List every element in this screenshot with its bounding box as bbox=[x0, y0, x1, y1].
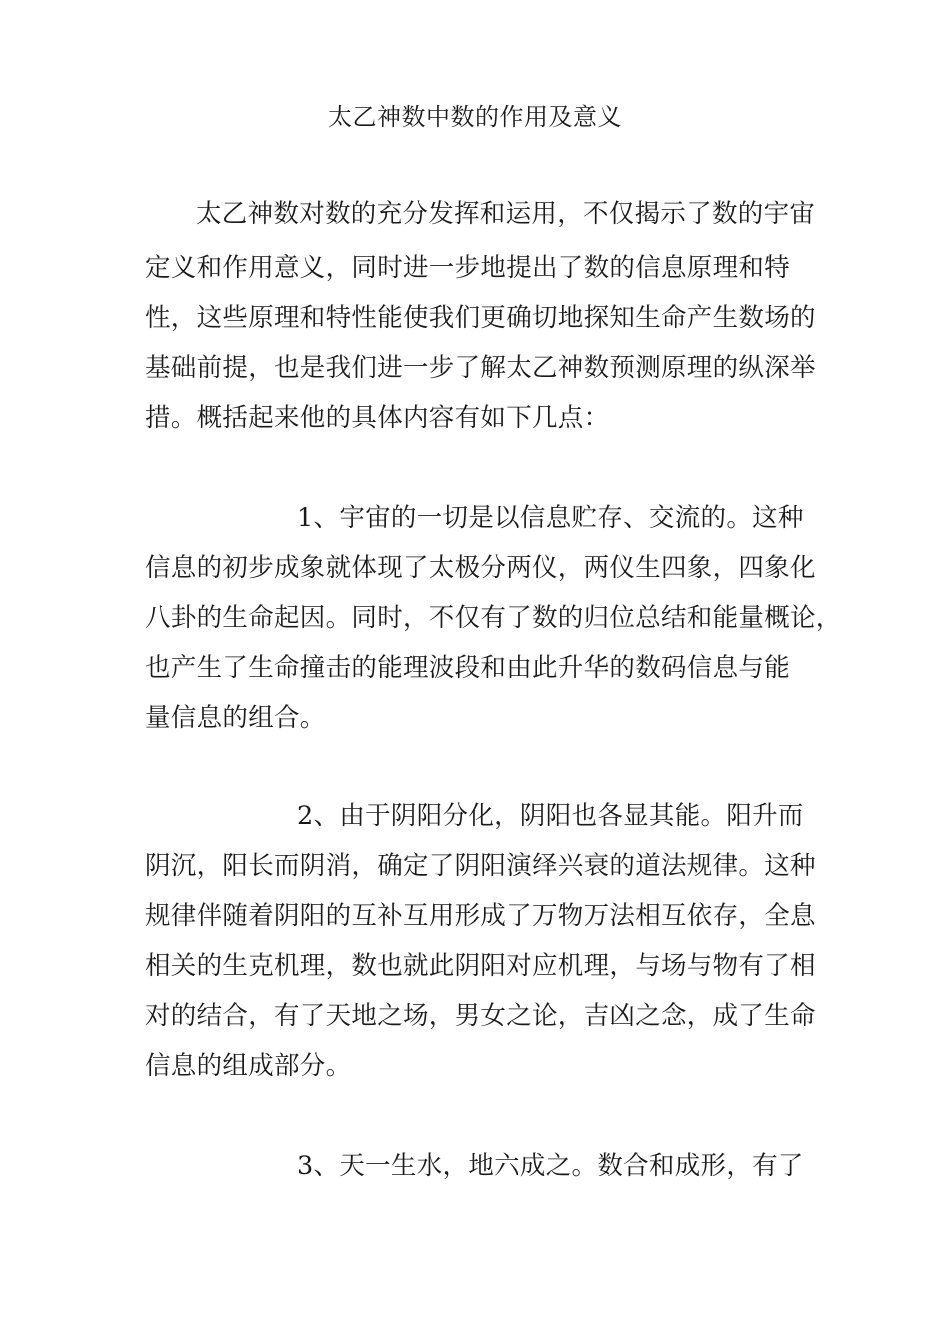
paragraph-line: 信息的组成部分。 bbox=[145, 1051, 352, 1081]
paragraph-line: 基础前提，也是我们进一步了解太乙神数预测原理的纵深举 bbox=[145, 353, 816, 383]
paragraph-line: 性，这些原理和特性能使我们更确切地探知生命产生数场的 bbox=[145, 303, 816, 333]
paragraph-line: 相关的生克机理，数也就此阴阳对应机理，与场与物有了相 bbox=[145, 951, 816, 981]
paragraph-line: 措。概括起来他的具体内容有如下几点： bbox=[145, 403, 610, 433]
paragraph-line: 2、由于阴阳分化，阴阳也各显其能。阳升而 bbox=[297, 801, 804, 831]
paragraph-line: 也产生了生命撞击的能理波段和由此升华的数码信息与能 bbox=[145, 653, 791, 683]
paragraph-line: 规律伴随着阴阳的互补互用形成了万物万法相互依存，全息 bbox=[145, 901, 816, 931]
paragraph-line: 3、天一生水，地六成之。数合和成形，有了 bbox=[297, 1151, 804, 1181]
paragraph-line: 阴沉，阳长而阴消，确定了阴阳演绎兴衰的道法规律。这种 bbox=[145, 851, 816, 881]
paragraph-line: 1、宇宙的一切是以信息贮存、交流的。这种 bbox=[297, 503, 804, 533]
paragraph-line: 量信息的组合。 bbox=[145, 703, 326, 733]
paragraph-line: 定义和作用意义，同时进一步地提出了数的信息原理和特 bbox=[145, 253, 791, 283]
paragraph-line: 对的结合，有了天地之场，男女之论，吉凶之念，成了生命 bbox=[145, 1001, 816, 1031]
paragraph-line: 信息的初步成象就体现了太极分两仪，两仪生四象，四象化 bbox=[145, 553, 816, 583]
document-title: 太乙神数中数的作用及意义 bbox=[328, 103, 622, 131]
paragraph-line: 太乙神数对数的充分发挥和运用，不仅揭示了数的宇宙 bbox=[196, 199, 816, 229]
paragraph-line: 八卦的生命起因。同时，不仅有了数的归位总结和能量概论， bbox=[145, 603, 842, 633]
